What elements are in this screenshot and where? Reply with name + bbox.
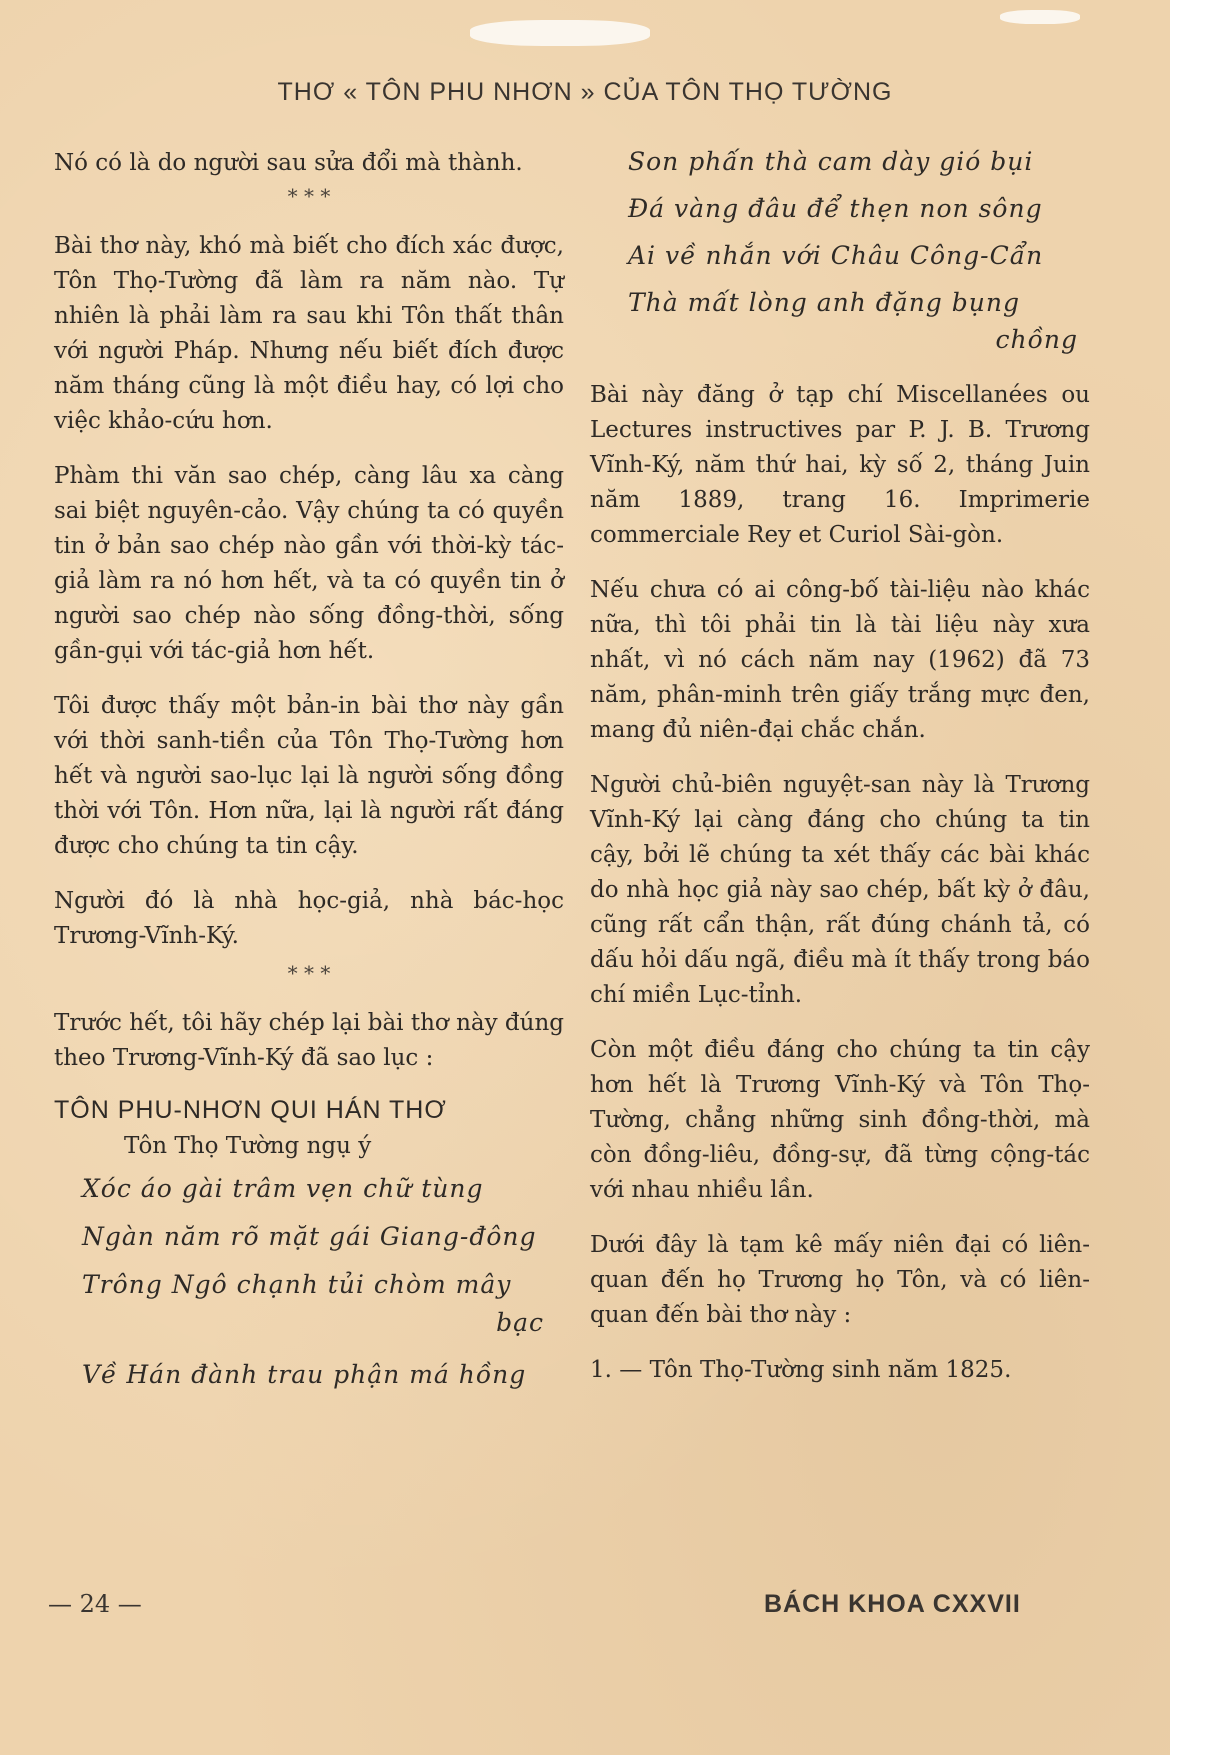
poem-verse-continuation: chồng [995, 325, 1078, 354]
paragraph: Nếu chưa có ai công-bố tài-liệu nào khác nữa, thì tôi phải tin là tài liệu này xưa nhất, vì nó cách năm nay (1962) đã 73 năm, phân-minh trên giấy trắng mực đen, mang đủ niên-đại chắc chắn. [590, 577, 1090, 743]
left-column [54, 146, 564, 1399]
right-column [590, 146, 1090, 1408]
page-margin-strip [1170, 0, 1206, 1755]
paragraph: Bài thơ này, khó mà biết cho đích xác được, Tôn Thọ-Tường đã làm ra năm nào. Tự nhiên là phải làm ra sau khi Tôn thất thân với người Pháp. Nhưng nếu biết đích được năm tháng cũng là một điều hay, có lợi cho việc khảo-cứu hơn. [54, 233, 564, 434]
poem-verse: Đá vàng đâu để thẹn non sông [628, 194, 1043, 223]
poem-verse-continuation: bạc [496, 1308, 544, 1337]
section-separator: * * * [287, 961, 331, 985]
poem-author: Tôn Thọ Tường ngụ ý [124, 1133, 372, 1159]
paragraph: Người chủ-biên nguyệt-san này là Trương Vĩnh-Ký lại càng đáng cho chúng ta tin cậy, bởi lẽ chúng ta xét thấy các bài khác do nhà học giả này sao chép, bất kỳ ở đâu, cũng rất cẩn thận, rất đúng chánh tả, có dấu hỏi dấu ngã, điều mà ít thấy trong báo chí miền Lục-tỉnh. [590, 772, 1090, 1008]
poem-verse: Thà mất lòng anh đặng bụng [628, 288, 1020, 317]
section-separator: * * * [287, 184, 331, 208]
page-header: THƠ « TÔN PHU NHƠN » CỦA TÔN THỌ TƯỜNG [277, 78, 893, 106]
page-number: — 24 — [48, 1590, 142, 1618]
poem-verse: Ai về nhắn với Châu Công-Cẩn [628, 241, 1044, 270]
paragraph: Phàm thi văn sao chép, càng lâu xa càng sai biệt nguyên-cảo. Vậy chúng ta có quyền tin ở bản sao chép nào gần với thời-kỳ tác-giả làm ra nó hơn hết, và ta có quyền tin ở người sao chép nào sống đồng-thời, sống gần-gụi với tác-giả hơn hết. [54, 463, 564, 664]
poem-verse: Về Hán đành trau phận má hồng [82, 1360, 527, 1389]
paragraph: Dưới đây là tạm kê mấy niên đại có liên-quan đến họ Trương họ Tôn, và có liên-quan đến bài thơ này : [590, 1232, 1090, 1328]
poem-title: TÔN PHU-NHƠN QUI HÁN THƠ [54, 1096, 447, 1124]
paragraph: Bài này đăng ở tạp chí Miscellanées ou Lectures instructives par P. J. B. Trương Vĩnh-Ký, năm thứ hai, kỳ số 2, tháng Juin năm 1889, trang 16. Imprimerie commerciale Rey et Curiol Sài-gòn. [590, 382, 1090, 548]
paragraph: Người đó là nhà học-giả, nhà bác-học Trương-Vĩnh-Ký. [54, 888, 564, 949]
paragraph: Trước hết, tôi hãy chép lại bài thơ này đúng theo Trương-Vĩnh-Ký đã sao lục : [54, 1010, 564, 1071]
poem-verse: Son phấn thà cam dày gió bụi [628, 147, 1034, 176]
paragraph: Tôi được thấy một bản-in bài thơ này gần với thời sanh-tiền của Tôn Thọ-Tường hơn hết và người sao-lục lại là người sống đồng thời với Tôn. Hơn nữa, lại là người rất đáng được cho chúng ta tin cậy. [54, 693, 564, 859]
poem-verse: Trông Ngô chạnh tủi chòm mây [82, 1270, 512, 1299]
paragraph: Nó có là do người sau sửa đổi mà thành. [54, 150, 523, 176]
magazine-issue: BÁCH KHOA CXXVII [764, 1590, 1021, 1618]
paragraph: 1. — Tôn Thọ-Tường sinh năm 1825. [590, 1357, 1012, 1383]
poem-verse: Ngàn năm rõ mặt gái Giang-đông [82, 1222, 537, 1251]
paper-tear-mark [1000, 10, 1080, 24]
poem-verse: Xóc áo gài trâm vẹn chữ tùng [82, 1174, 484, 1203]
paper-tear-mark [470, 20, 650, 46]
paragraph: Còn một điều đáng cho chúng ta tin cậy hơn hết là Trương Vĩnh-Ký và Tôn Thọ-Tường, chẳng những sinh đồng-thời, mà còn đồng-liêu, đồng-sự, đã từng cộng-tác với nhau nhiều lần. [590, 1037, 1090, 1203]
